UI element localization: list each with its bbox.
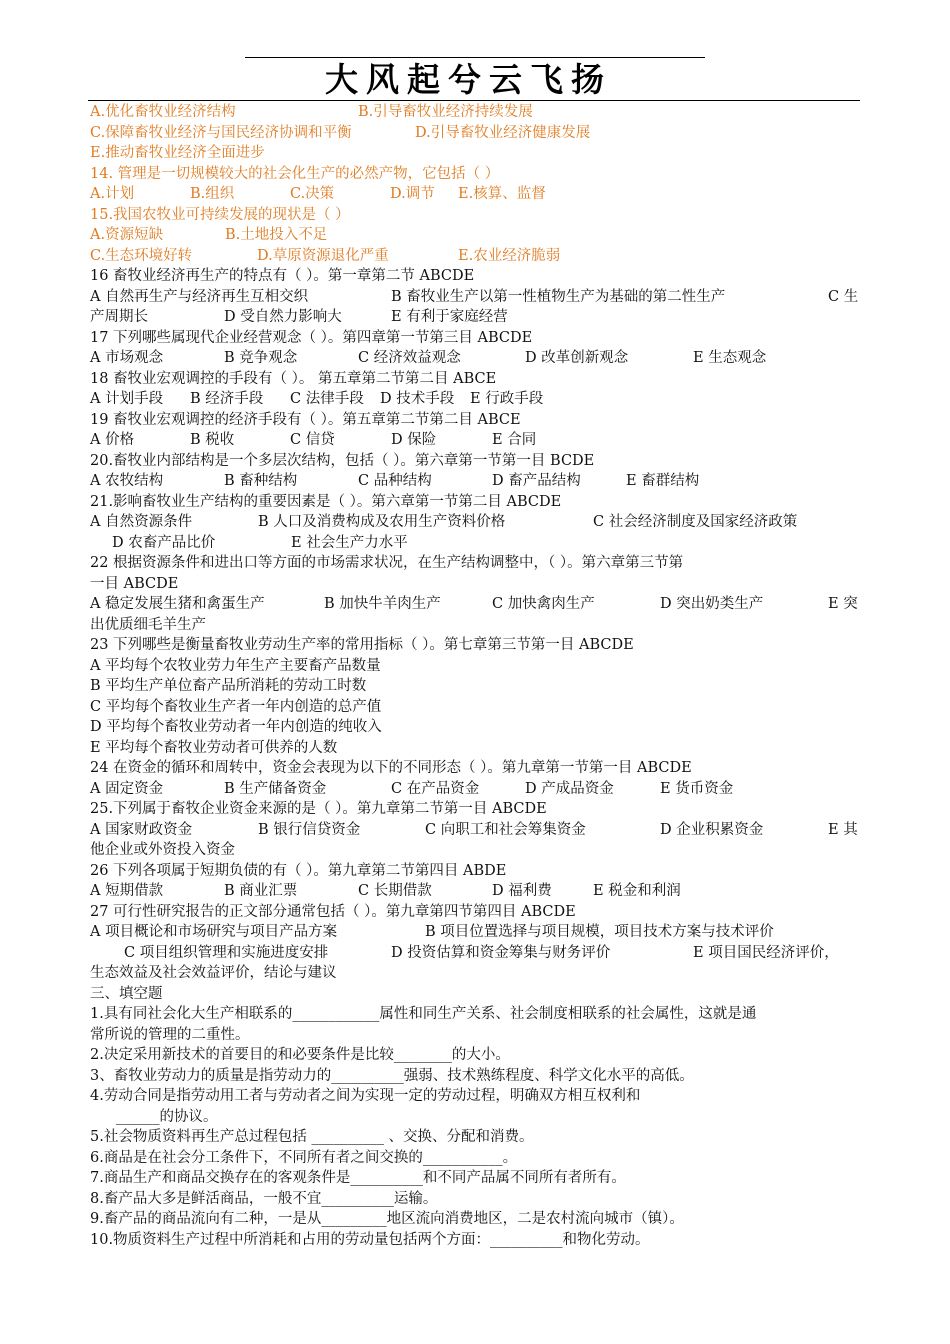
text-segment: C.生态环境好转 [90, 247, 193, 264]
text-line [90, 1168, 860, 1188]
text-line [90, 184, 860, 204]
text-line [90, 758, 860, 778]
text-line [90, 861, 860, 881]
text-line [90, 615, 860, 635]
text-segment: B 银行信贷资金 [258, 821, 361, 838]
text-segment: 15.我国农牧业可持续发展的现状是（ ） [90, 206, 350, 223]
text-line [90, 963, 860, 983]
calligraphy-banner: 大风起兮云飞扬 [325, 60, 612, 99]
text-segment: A 农牧结构 [90, 473, 164, 489]
text-segment: 三、填空题 [90, 985, 163, 1002]
text-segment: E 行政手段 [470, 391, 544, 407]
text-segment: A 固定资金 [90, 780, 164, 797]
text-segment: 9.畜产品的商品流向有二种，一是从_________地区流向消费地区，二是农村流向城市（镇）。 [90, 1211, 684, 1227]
text-segment: B 商业汇票 [224, 883, 298, 899]
text-segment: A.资源短缺 [90, 227, 164, 243]
text-line [90, 389, 860, 409]
text-line [90, 1025, 860, 1045]
text-segment: C 向职工和社会筹集资金 [425, 821, 586, 838]
text-line [90, 656, 860, 676]
text-segment: 27 可行性研究报告的正文部分通常包括（ ）。第九章第四节第四目 ABCDE [90, 903, 576, 920]
text-segment: E 社会生产力水平 [291, 534, 408, 551]
text-line [90, 820, 860, 840]
text-line [90, 799, 860, 819]
text-segment: E 有利于家庭经营 [391, 309, 508, 325]
text-segment: C 加快禽肉生产 [492, 596, 595, 612]
text-segment: 16 畜牧业经济再生产的特点有（ ）。第一章第二节 ABCDE [90, 268, 475, 284]
header-top-rule [245, 57, 705, 58]
text-line [90, 779, 860, 799]
text-line [90, 287, 860, 307]
text-segment: B 经济手段 [190, 391, 264, 407]
text-segment: E 合同 [492, 432, 537, 448]
text-line [90, 1230, 860, 1250]
text-segment: D 平均每个畜牧业劳动者一年内创造的纯收入 [90, 719, 382, 735]
text-line [90, 307, 860, 327]
text-line [90, 430, 860, 450]
text-segment: C.决策 [290, 186, 335, 202]
text-segment: A 平均每个农牧业劳力年生产主要畜产品数量 [90, 657, 381, 674]
text-line [90, 1045, 860, 1065]
text-line [90, 328, 860, 348]
text-line [90, 533, 860, 553]
text-segment: D.草原资源退化严重 [257, 247, 389, 264]
text-segment: ______的协议。 [116, 1108, 218, 1125]
text-line [90, 594, 860, 614]
text-segment: D 技术手段 [380, 391, 455, 407]
text-segment: B.土地投入不足 [225, 227, 328, 243]
text-segment: 20.畜牧业内部结构是一个多层次结构，包括（ ）。第六章第一节第一目 BCDE [90, 452, 595, 469]
text-segment: A 短期借款 [90, 883, 164, 899]
text-segment: E.推动畜牧业经济全面进步 [90, 145, 265, 161]
text-segment: 生态效益及社会效益评价，结论与建议 [90, 965, 337, 981]
text-segment: C 生 [828, 288, 859, 305]
text-segment: 14. 管理是一切规模较大的社会化生产的必然产物，它包括（ ） [90, 165, 500, 182]
text-segment: D.引导畜牧业经济健康发展 [415, 124, 591, 141]
text-segment: D 投资估算和资金筹集与财务评价 [391, 944, 611, 961]
text-line [90, 225, 860, 245]
text-line [90, 205, 860, 225]
text-segment: D 福利费 [492, 883, 552, 899]
text-segment: E 货币资金 [660, 780, 734, 797]
text-segment: 一目 ABCDE [90, 575, 179, 592]
text-segment: 出优质细毛羊生产 [90, 616, 206, 633]
text-segment: E.核算、监督 [458, 186, 546, 202]
text-segment: A 项目概论和市场研究与项目产品方案 [90, 924, 338, 940]
text-segment: A 价格 [90, 432, 135, 448]
text-segment: D.调节 [390, 186, 435, 202]
text-segment: 常所说的管理的二重性。 [90, 1026, 250, 1043]
text-segment: A 计划手段 [90, 391, 164, 407]
text-segment: E 生态观念 [693, 350, 767, 366]
text-segment: B.组织 [190, 186, 235, 202]
text-line [90, 574, 860, 594]
text-line [90, 984, 860, 1004]
text-segment: 24 在资金的循环和周转中，资金会表现为以下的不同形态（ ）。第九章第一节第一目 ABCDE [90, 760, 692, 776]
text-segment: 25.下列属于畜牧企业资金来源的是（ ）。第九章第二节第一目 ABCDE [90, 801, 547, 817]
text-line [90, 102, 860, 122]
text-line [90, 1209, 860, 1229]
text-segment: B 生产储备资金 [224, 780, 327, 797]
text-segment: B 项目位置选择与项目规模，项目技术方案与技术评价 [425, 924, 774, 940]
text-segment: E.农业经济脆弱 [458, 247, 561, 264]
text-line [90, 246, 860, 266]
text-segment: E 突 [828, 596, 858, 612]
text-segment: C 信贷 [290, 432, 335, 448]
text-segment: B 加快牛羊肉生产 [324, 596, 441, 612]
text-segment: C 在产品资金 [391, 780, 480, 797]
text-segment: A 市场观念 [90, 350, 164, 366]
text-line [90, 451, 860, 471]
text-segment: A 自然资源条件 [90, 514, 193, 530]
text-line [90, 676, 860, 696]
text-line [90, 1004, 860, 1024]
text-line [90, 471, 860, 491]
text-segment: D 畜产品结构 [492, 473, 581, 489]
text-segment: A 自然再生产与经济再生互相交织 [90, 288, 309, 305]
text-segment: B 人口及消费构成及农用生产资料价格 [258, 514, 506, 530]
text-segment: D 产成品资金 [525, 780, 614, 797]
text-line [90, 1127, 860, 1147]
text-line [90, 717, 860, 737]
text-segment: 10.物质资料生产过程中所消耗和占用的劳动量包括两个方面：__________和物化劳动。 [90, 1231, 650, 1248]
text-line [90, 164, 860, 184]
text-segment: B 畜种结构 [224, 473, 298, 489]
text-segment: C 长期借款 [358, 883, 432, 899]
text-segment: 他企业或外资投入资金 [90, 842, 235, 858]
header-bottom-rule [88, 100, 860, 101]
text-segment: 5.社会物质资料再生产总过程包括 __________ 、交换、分配和消费。 [90, 1129, 534, 1145]
text-segment: E 项目国民经济评价， [693, 944, 839, 961]
text-segment: D 企业积累资金 [660, 821, 764, 838]
text-segment: E 平均每个畜牧业劳动者可供养的人数 [90, 739, 338, 756]
text-line [90, 840, 860, 860]
text-line [90, 369, 860, 389]
text-segment: B 税收 [190, 432, 235, 448]
text-segment: C 品种结构 [358, 473, 432, 489]
text-segment: 3、畜牧业劳动力的质量是指劳动力的__________强弱、技术熟练程度、科学文化水平的高低。 [90, 1067, 694, 1084]
text-segment: C 平均每个畜牧业生产者一年内创造的总产值 [90, 698, 382, 715]
text-segment: 4.劳动合同是指劳动用工者与劳动者之间为实现一定的劳动过程，明确双方相互权利和 [90, 1088, 641, 1104]
text-segment: 1.具有同社会化大生产相联系的____________属性和同生产关系、社会制度相联系的社会属性，这就是通 [90, 1006, 757, 1022]
text-line [90, 553, 860, 573]
text-segment: 26 下列各项属于短期负债的有（ ）。第九章第二节第四目 ABDE [90, 862, 507, 879]
text-segment: A.优化畜牧业经济结构 [90, 104, 236, 120]
text-segment: D 突出奶类生产 [660, 596, 764, 612]
text-segment: D 受自然力影响大 [224, 309, 342, 325]
text-segment: B.引导畜牧业经济持续发展 [358, 104, 533, 120]
text-segment: 17 下列哪些属现代企业经营观念（ ）。第四章第一节第三目 ABCDE [90, 329, 533, 346]
text-line [90, 143, 860, 163]
text-line [90, 943, 860, 963]
text-line [90, 902, 860, 922]
text-segment: D 保险 [391, 432, 437, 448]
text-line [90, 635, 860, 655]
text-line [90, 348, 860, 368]
text-line [90, 881, 860, 901]
text-segment: C 经济效益观念 [358, 350, 461, 366]
text-line [90, 697, 860, 717]
text-line [90, 410, 860, 430]
text-segment: C 社会经济制度及国家经济政策 [593, 514, 798, 530]
text-segment: E 畜群结构 [626, 473, 700, 489]
text-segment: D 农畜产品比价 [112, 534, 216, 551]
text-segment: 18 畜牧业宏观调控的手段有（ ）。 第五章第二节第二目 ABCE [90, 370, 497, 387]
text-line [90, 492, 860, 512]
text-segment: 19 畜牧业宏观调控的经济手段有（ ）。第五章第二节第二目 ABCE [90, 411, 521, 428]
text-segment: 8.畜产品大多是鲜活商品，一般不宜__________运输。 [90, 1190, 438, 1207]
text-segment: 6.商品是在社会分工条件下，不同所有者之间交换的___________。 [90, 1149, 518, 1166]
text-segment: E 其 [828, 821, 858, 838]
text-segment: 23 下列哪些是衡量畜牧业劳动生产率的常用指标（ ）。第七章第三节第一目 ABCDE [90, 637, 634, 653]
text-line [90, 1086, 860, 1106]
text-segment: A 稳定发展生猪和禽蛋生产 [90, 596, 265, 612]
text-line [90, 512, 860, 532]
text-line [90, 1107, 860, 1127]
text-segment: B 竞争观念 [224, 350, 298, 366]
text-segment: A.计划 [90, 186, 135, 202]
text-segment: B 畜牧业生产以第一性植物生产为基础的第二性生产 [391, 288, 726, 305]
text-segment: A 国家财政资金 [90, 821, 193, 838]
text-segment: 2.决定采用新技术的首要目的和必要条件是比较________的大小。 [90, 1047, 510, 1063]
text-segment: C 项目组织管理和实施进度安排 [124, 944, 329, 961]
text-line [90, 1148, 860, 1168]
text-line [90, 1189, 860, 1209]
text-segment: 7.商品生产和商品交换存在的客观条件是__________和不同产品属不同所有者所有。 [90, 1170, 626, 1186]
text-segment: 产周期长 [90, 309, 148, 325]
text-line [90, 922, 860, 942]
text-segment: D 改革创新观念 [525, 350, 629, 366]
text-segment: E 税金和利润 [593, 883, 681, 899]
text-line [90, 266, 860, 286]
text-segment: C 法律手段 [290, 391, 364, 407]
text-line [90, 123, 860, 143]
text-line [90, 738, 860, 758]
text-segment: C.保障畜牧业经济与国民经济协调和平衡 [90, 124, 352, 141]
text-line [90, 1066, 860, 1086]
text-segment: 22 根据资源条件和进出口等方面的市场需求状况，在生产结构调整中，（ ）。第六章第三节第 [90, 555, 684, 571]
text-segment: 21.影响畜牧业生产结构的重要因素是（ ）。第六章第一节第二目 ABCDE [90, 493, 562, 510]
text-segment: B 平均生产单位畜产品所消耗的劳动工时数 [90, 678, 367, 694]
